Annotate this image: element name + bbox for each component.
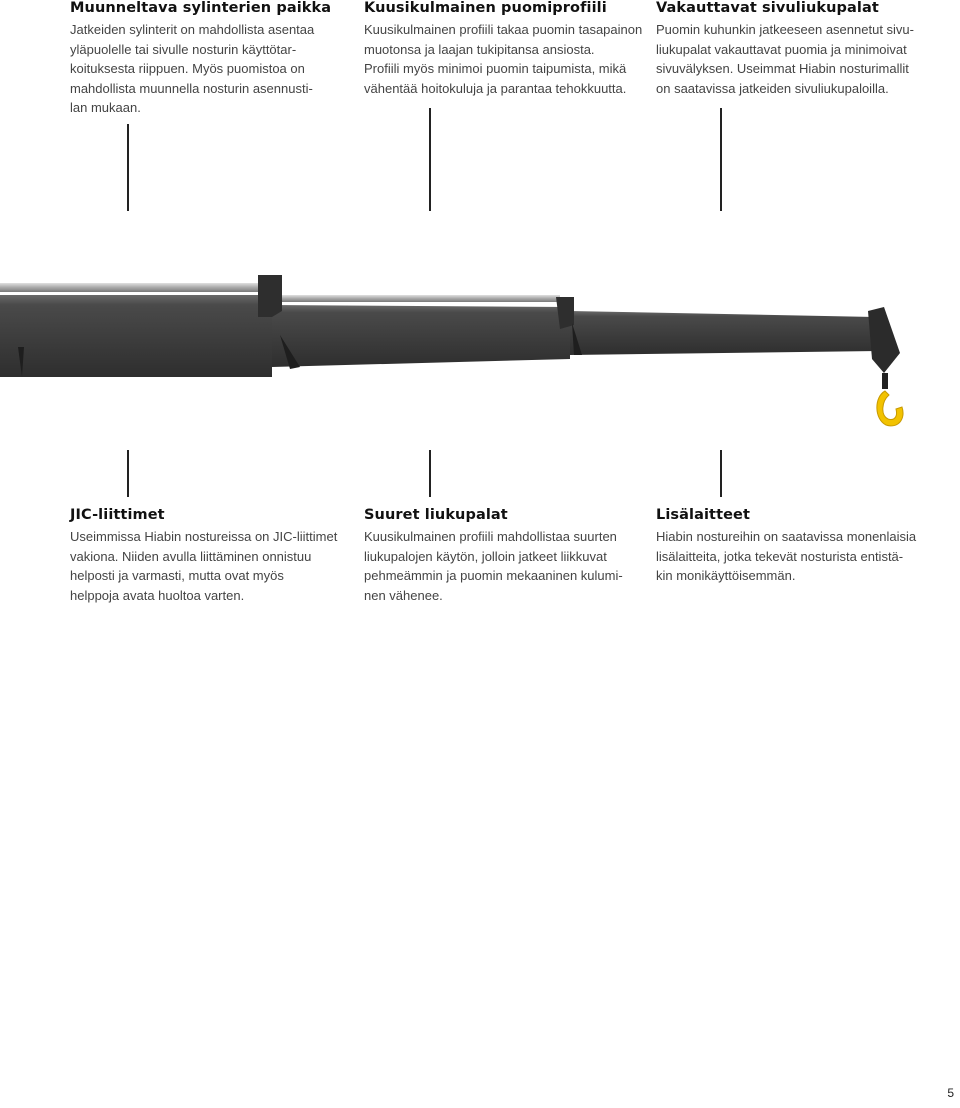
feature-body: Hiabin nostureihin on saatavissa monenlaisia lisälaitteita, jotka tekevät nosturista entistä- kin monikäyttöisemmän. bbox=[656, 529, 917, 583]
feature-cylinder-position bbox=[70, 0, 355, 118]
callout-line bbox=[429, 450, 431, 497]
feature-body: Useimmissa Hiabin nostureissa on JIC-liittimet vakiona. Niiden avulla liittäminen onnistuu helposti ja varmasti, mutta ovat myös helppoja avata huoltoa varten. bbox=[70, 529, 338, 603]
callout-line bbox=[720, 450, 722, 497]
hook-shackle bbox=[882, 373, 888, 389]
feature-large-slide-pads bbox=[364, 507, 649, 605]
crane-hook bbox=[877, 391, 903, 426]
cylinder-bracket bbox=[258, 275, 282, 317]
feature-title: Lisälaitteet bbox=[656, 507, 751, 523]
page-number: 5 bbox=[947, 1086, 954, 1100]
boom-section bbox=[570, 311, 878, 355]
callout-line bbox=[720, 108, 722, 211]
boom-end bbox=[868, 307, 900, 373]
feature-body: Kuusikulmainen profiili takaa puomin tasapainon muotonsa ja laajan tukipitansa ansiosta. Profiili myös minimoi puomin taipumista, mikä vähentää hoitokuluja ja parantaa tehokkuutta. bbox=[364, 22, 643, 96]
feature-jic-connectors bbox=[70, 507, 355, 605]
feature-body: Kuusikulmainen profiili mahdollistaa suurten liukupalojen käytön, jolloin jatkeet liikkuvat pehmeämmin ja puomin mekaaninen kulumi- nen vähenee. bbox=[364, 529, 623, 603]
feature-body: Jatkeiden sylinterit on mahdollista asentaa yläpuolelle tai sivulle nosturin käyttötar- koituksesta riippuen. Myös puomistoa on mahdollista muunnella nosturin asennusti- lan mukaan. bbox=[70, 22, 315, 115]
feature-accessories bbox=[656, 507, 941, 586]
feature-title: Kuusikulmainen puomiprofiili bbox=[364, 0, 607, 16]
callout-line bbox=[127, 124, 129, 211]
feature-title: JIC-liittimet bbox=[70, 507, 165, 523]
hydraulic-cylinder bbox=[0, 283, 272, 292]
feature-title: Vakauttavat sivuliukupalat bbox=[656, 0, 879, 16]
hydraulic-cylinder bbox=[280, 295, 560, 302]
crane-boom-illustration bbox=[0, 255, 960, 440]
boom-section bbox=[0, 295, 272, 377]
feature-title: Muunneltava sylinterien paikka bbox=[70, 0, 332, 16]
feature-side-slide-pads bbox=[656, 0, 941, 98]
callout-line bbox=[127, 450, 129, 497]
callout-line bbox=[429, 108, 431, 211]
feature-title: Suuret liukupalat bbox=[364, 507, 508, 523]
boom-section bbox=[272, 305, 570, 367]
feature-hexagonal-profile bbox=[364, 0, 649, 98]
feature-body: Puomin kuhunkin jatkeeseen asennetut sivu- liukupalat vakauttavat puomia ja minimoivat sivuvälyksen. Useimmat Hiabin nosturimallit on saatavissa jatkeiden sivuliukupaloilla. bbox=[656, 22, 914, 96]
